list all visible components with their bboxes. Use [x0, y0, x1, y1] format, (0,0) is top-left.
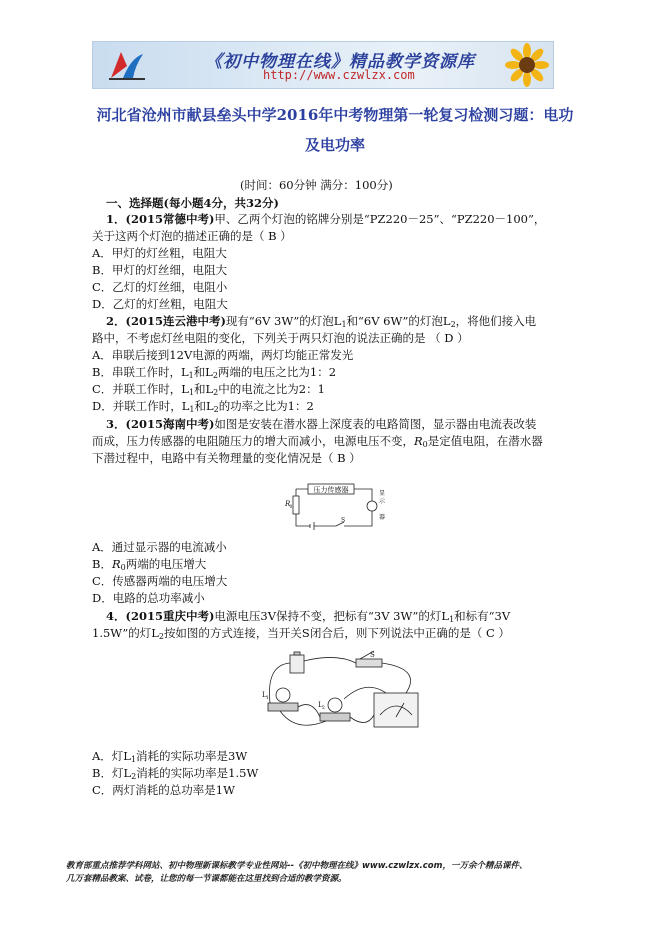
question-number: 4．	[106, 609, 126, 623]
question-text: 甲、乙两个灯泡的铭牌分别是“PZ220－25”、“PZ220－100”，	[214, 212, 546, 226]
header-banner	[92, 41, 554, 89]
lamp-1-label: L	[262, 691, 267, 699]
option-2a: A．串联后接到12V电源的两端，两灯均能正常发光	[92, 348, 354, 362]
question-2	[106, 314, 536, 332]
question-2-cont: 路中，不考虑灯丝电阻的变化，下列关于两只灯泡的说法正确的是 （ D ）	[92, 331, 469, 345]
resistor-r0	[293, 496, 299, 514]
lamp-2-bulb-icon	[328, 698, 342, 712]
r0-label: R	[285, 500, 291, 508]
sunflower-icon	[505, 43, 549, 87]
switch-s-label: S	[370, 651, 375, 659]
lamp-2-base	[320, 713, 350, 721]
question-4-cont: 1.5W”的灯$L_2$按如图的方式连接，当开关S闭合后，则下列说法中正确的是（ C ）	[92, 626, 510, 641]
meter-icon	[374, 693, 418, 727]
question-text: 如图是安装在潜水器上深度表的电路简图，显示器由电流表改装	[214, 417, 537, 431]
option-1a: A．甲灯的灯丝粗，电阻大	[92, 246, 227, 260]
option-3d: D．电路的总功率减小	[92, 591, 205, 605]
question-text: 现有“6V 3W”的灯泡L	[225, 314, 342, 328]
question-1-cont: 关于这两个灯泡的描述正确的是（ B ）	[92, 229, 292, 243]
question-1	[106, 212, 545, 226]
question-text: 电源电压3V保持不变，把标有“3V 3W”的灯L	[214, 609, 450, 623]
option-3a: A．通过显示器的电流减小	[92, 540, 227, 554]
document-title-line1: 河北省沧州市献县垒头中学2016年中考物理第一轮复习检测习题：电功	[96, 106, 574, 124]
question-number: 1．	[106, 212, 126, 226]
site-logo-icon	[107, 48, 147, 82]
option-2d: D．并联工作时，$L_1$和$L_2$的功率之比为1：2	[92, 399, 314, 414]
lamp-1-bulb-icon	[276, 688, 290, 702]
option-1b: B．甲灯的灯丝细，电阻大	[92, 263, 227, 277]
question-4: 4．(2015重庆中考)电源电压3V保持不变，把标有“3V 3W”的灯$L_1$和标有“3V	[106, 609, 511, 624]
section-heading: 一、选择题(每小题4分，共32分)	[106, 196, 279, 210]
banner-url: http://www.czwlzx.com	[263, 68, 415, 82]
battery-symbol	[310, 522, 314, 530]
option-3c: C．传感器两端的电压增大	[92, 574, 228, 588]
document-title-line2: 及电功率	[304, 136, 365, 154]
subscript: 2	[450, 320, 456, 329]
battery-icon	[290, 655, 304, 673]
question-number: 2．	[106, 314, 126, 328]
question-text: ，将他们接入电	[455, 314, 537, 328]
question-text: 和“6V 6W”的灯泡L	[346, 314, 451, 328]
exam-info: (时间：60分钟 满分：100分)	[240, 178, 393, 192]
sensor-label: 压力传感器	[313, 486, 349, 494]
option-4c: C．两灯消耗的总功率是1W	[92, 783, 235, 797]
r0-subscript: 0	[289, 505, 293, 510]
question-text: 和标有“3V	[454, 609, 511, 623]
subscript: 1	[341, 320, 347, 329]
option-1c: C．乙灯的灯丝细，电阻小	[92, 280, 228, 294]
lamp-1-subscript: 1	[266, 696, 269, 701]
display-label-2: 示	[379, 498, 386, 505]
lamp-2-label: L	[318, 701, 323, 709]
switch-icon	[356, 659, 382, 667]
lamp-2-subscript: 2	[322, 706, 325, 711]
question-source: (2015重庆中考)	[125, 609, 215, 623]
footer-line-2: 几万套精品教案、试卷，让您的每一节课都能在这里找到合适的教学资源。	[66, 874, 347, 884]
question-number: 3．	[106, 417, 126, 431]
depth-gauge-circuit-diagram	[284, 482, 384, 532]
display-meter-circle	[367, 501, 377, 511]
option-4b: B．灯$L_2$消耗的实际功率是1.5W	[92, 766, 259, 781]
display-label-3: 器	[379, 514, 386, 521]
question-3-cont2: 下潜过程中，电路中有关物理量的变化情况是（ B ）	[92, 451, 361, 465]
option-4a: A．灯$L_1$消耗的实际功率是3W	[92, 749, 248, 764]
footer-line-1: 教育部重点推荐学科网站、初中物理新课标教学专业性网站--《初中物理在线》www.czwlzx.com，一万余个精品课件、	[66, 861, 528, 871]
display-label-1: 显	[379, 490, 386, 497]
page-footer	[66, 860, 606, 886]
option-2b: B．串联工作时，$L_1$和$L_2$两端的电压之比为1：2	[92, 365, 337, 380]
banner-slogan: 《初中物理在线》精品教学资源库	[205, 52, 475, 72]
lamp-1-base	[268, 703, 298, 711]
option-3b: B．$R_0$两端的电压增大	[92, 557, 207, 572]
question-source: (2015常德中考)	[125, 212, 215, 226]
option-1d: D．乙灯的灯丝粗，电阻大	[92, 297, 228, 311]
question-3-cont1: 而成，压力传感器的电阻随压力的增大而减小，电源电压不变，$R_0$是定值电阻，在潜水器	[92, 434, 543, 449]
option-2c: C．并联工作时，$L_1$和$L_2$中的电流之比为2：1	[92, 382, 325, 397]
switch-label: S	[341, 517, 346, 524]
lamp-circuit-illustration	[256, 649, 426, 741]
question-source: (2015连云港中考)	[125, 314, 226, 328]
question-3	[106, 417, 536, 431]
question-source: (2015海南中考)	[125, 417, 215, 431]
